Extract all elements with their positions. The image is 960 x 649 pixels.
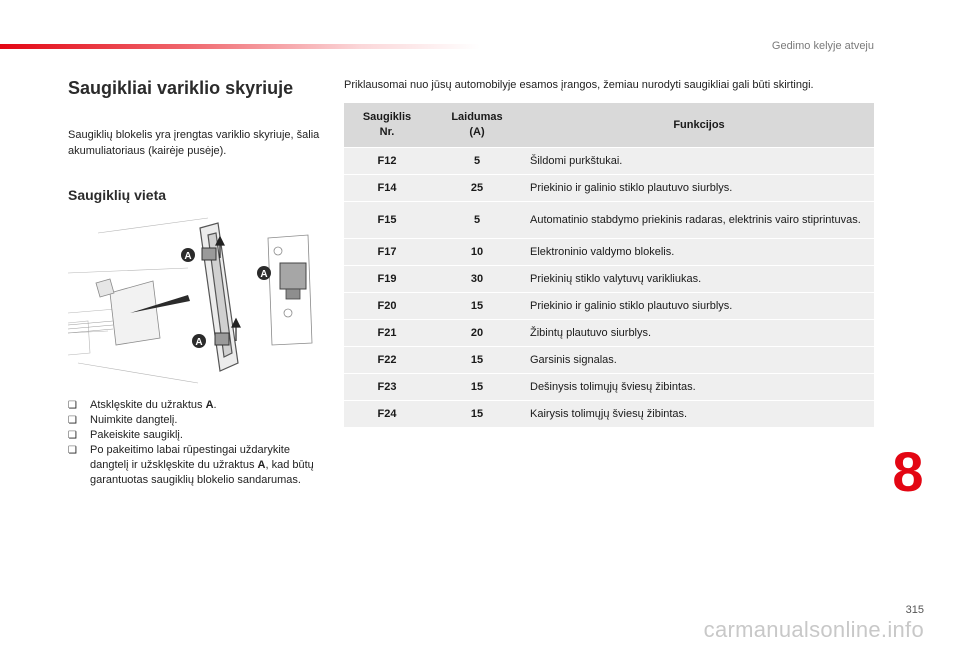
fuse-function: Šildomi purkštukai.: [524, 148, 874, 175]
step-item: ❏ Nuimkite dangtelį.: [68, 414, 178, 426]
fuse-amps: 10: [430, 239, 524, 266]
step-item: ❏ Po pakeitimo labai rūpestingai uždarykite dangtelį ir užsklęskite du užraktus A, kad būtų garantuotas saugiklių blokelio sandarumas.: [68, 444, 314, 486]
fuse-amps: 15: [430, 374, 524, 401]
fuse-number: F23: [344, 374, 430, 401]
table-row: [344, 239, 874, 266]
bullet-icon: ❏: [68, 415, 77, 426]
fuse-number: F19: [344, 266, 430, 293]
fuse-amps: 15: [430, 293, 524, 320]
table-row: [344, 401, 874, 428]
fuse-function: Priekinio ir galinio stiklo plautuvo siurblys.: [524, 293, 874, 320]
chapter-number: 8: [892, 440, 924, 503]
callout-label-a: A: [195, 337, 203, 348]
fuse-function: Kairysis tolimųjų šviesų žibintas.: [524, 401, 874, 428]
page-number: 315: [905, 604, 924, 616]
column-header-amps: Laidumas (A): [430, 103, 524, 148]
intro-paragraph: Saugiklių blokelis yra įrengtas variklio skyriuje, šalia akumuliatoriaus (kairėje pusėje).: [68, 129, 320, 157]
fuse-amps: 30: [430, 266, 524, 293]
fuse-function: Garsinis signalas.: [524, 347, 874, 374]
section-header-title: Gedimo kelyje atveju: [771, 40, 874, 52]
fuse-function: Žibintų plautuvo siurblys.: [524, 320, 874, 347]
fuse-function: Elektroninio valdymo blokelis.: [524, 239, 874, 266]
fuse-number: F21: [344, 320, 430, 347]
watermark-text: carmanualsonline.info: [703, 617, 924, 642]
header-accent-bar: [0, 44, 480, 49]
fuse-amps: 5: [430, 202, 524, 239]
table-row: [344, 347, 874, 374]
fuse-number: F20: [344, 293, 430, 320]
fuse-number: F14: [344, 175, 430, 202]
page-title: Saugikliai variklio skyriuje: [68, 78, 294, 98]
fuse-number: F12: [344, 148, 430, 175]
fuse-function: Dešinysis tolimųjų šviesų žibintas.: [524, 374, 874, 401]
step-item: ❏ Atsklęskite du užraktus A.: [68, 399, 217, 411]
table-row: [344, 293, 874, 320]
callout-label-a: A: [260, 269, 268, 280]
fuse-function: Priekinio ir galinio stiklo plautuvo siurblys.: [524, 175, 874, 202]
table-row: [344, 320, 874, 347]
table-row: [344, 374, 874, 401]
bullet-icon: ❏: [68, 400, 77, 411]
fuse-location-title: Saugiklių vieta: [68, 187, 167, 203]
table-intro: Priklausomai nuo jūsų automobilyje esamos įrangos, žemiau nurodyti saugikliai gali būti skirtingi.: [344, 79, 814, 91]
table-row: [344, 175, 874, 202]
bullet-icon: ❏: [68, 445, 77, 456]
table-row: [344, 266, 874, 293]
fuse-amps: 15: [430, 347, 524, 374]
fuse-amps: 5: [430, 148, 524, 175]
table-header-row: [344, 103, 874, 148]
table-row: [344, 148, 874, 175]
fuse-number: F15: [344, 202, 430, 239]
fuse-box-diagram: [68, 213, 318, 388]
fuse-number: F22: [344, 347, 430, 374]
fuse-table: [344, 103, 874, 428]
column-header-function: Funkcijos: [524, 103, 874, 148]
fuse-amps: 20: [430, 320, 524, 347]
bullet-icon: ❏: [68, 430, 77, 441]
fuse-amps: 25: [430, 175, 524, 202]
fuse-amps: 15: [430, 401, 524, 428]
step-item: ❏ Pakeiskite saugiklį.: [68, 429, 183, 441]
callout-label-a: A: [184, 251, 192, 262]
fuse-function: Priekinių stiklo valytuvų varikliukas.: [524, 266, 874, 293]
fuse-number: F17: [344, 239, 430, 266]
fuse-function: Automatinio stabdymo priekinis radaras, elektrinis vairo stiprintuvas.: [524, 202, 874, 239]
instruction-steps: [68, 398, 328, 488]
table-row: [344, 202, 874, 239]
fuse-number: F24: [344, 401, 430, 428]
column-header-number: Saugiklis Nr.: [344, 103, 430, 148]
